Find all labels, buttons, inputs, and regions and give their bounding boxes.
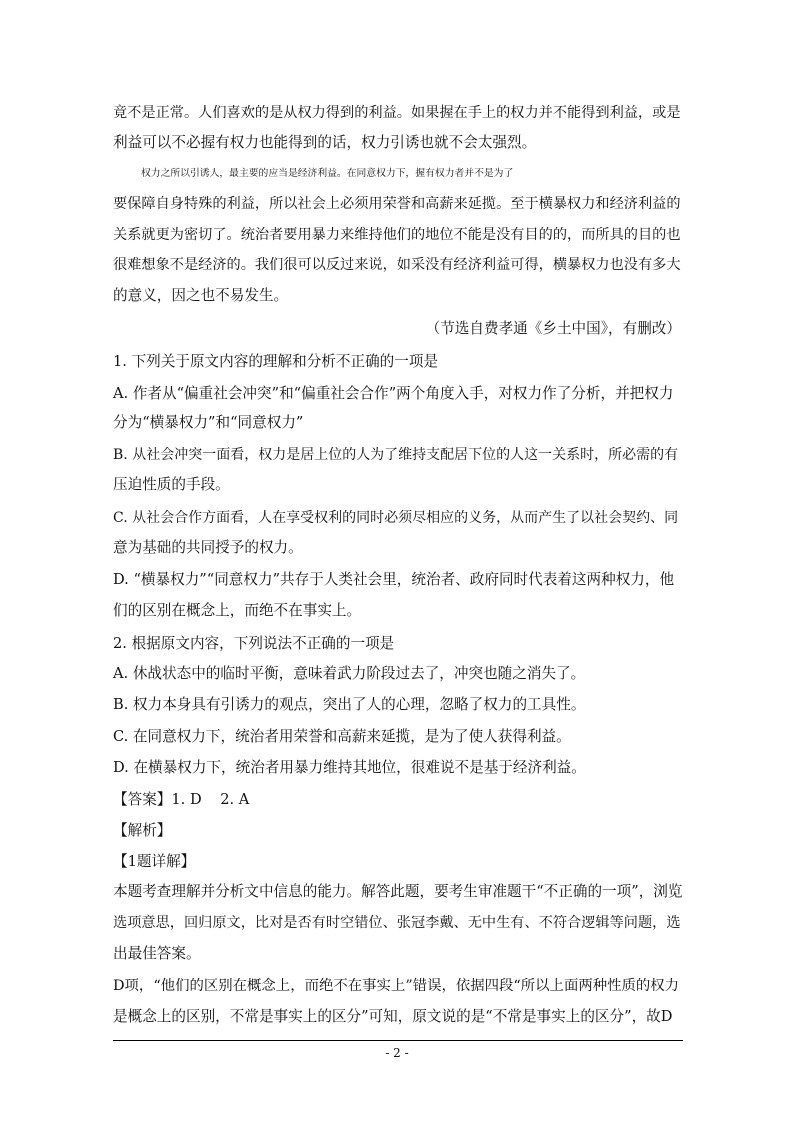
question-1-option-line: 压迫性质的手段。: [113, 476, 230, 493]
question-1-option-line: 分为“横暴权力”和“同意权力”: [113, 414, 304, 431]
question-1-option-line: A. 作者从“偏重社会冲突”和“偏重社会合作”两个角度入手，对权力作了分析，并把权力: [113, 385, 674, 402]
question-2-option-line: A. 休战状态中的临时平衡，意味着武力阶段过去了，冲突也随之消失了。: [113, 665, 586, 682]
detail-heading: 【1题详解】: [113, 853, 196, 870]
question-1-stem: 1. 下列关于原文内容的理解和分析不正确的一项是: [113, 353, 439, 370]
question-2-option-line: D. 在横暴权力下，统治者用暴力维持其地位，很难说不是基于经济利益。: [113, 759, 586, 776]
passage-line: 竟不是正常。人们喜欢的是从权力得到的利益。如果握在手上的权力并不能得到利益，或是: [113, 105, 681, 121]
passage-line: 利益可以不必握有权力也能得到的话，权力引诱也就不会太强烈。: [113, 134, 537, 151]
question-2-stem: 2. 根据原文内容，下列说法不正确的一项是: [113, 635, 395, 652]
page-number: - 2 -: [385, 1046, 409, 1060]
question-1-option-line: B. 从社会冲突一面看，权力是居上位的人为了维持支配居下位的人这一关系时，所必需的有: [113, 447, 679, 463]
analysis-heading: 【解析】: [113, 822, 172, 839]
question-1-option-line: 们的区别在概念上，而绝不在事实上。: [113, 602, 362, 619]
question-2-option-line: C. 在同意权力下，统治者用荣誉和高薪来延揽，是为了使人获得利益。: [113, 728, 571, 745]
detail-line: 选项意思，回归原文，比对是否有时空错位、张冠李戴、无中生有、不符合逻辑等问题，选: [113, 915, 681, 931]
passage-line: 权力之所以引诱人，最主要的应当是经济利益。在同意权力下，握有权力者并不是为了: [141, 168, 514, 179]
question-1-option-line: D. “横暴权力”“同意权力”共存于人类社会里，统治者、政府同时代表着这两种权力，他: [113, 571, 675, 588]
passage-line: 要保障自身特殊的利益，所以社会上必须用荣誉和高薪来延揽。至于横暴权力和经济利益的: [113, 196, 681, 212]
passage-line: 关系就更为密切了。统治者要用暴力来维持他们的地位不能是没有目的的，而所具的目的也: [113, 227, 681, 243]
question-1-option-line: C. 从社会合作方面看，人在享受权利的同时必须尽相应的义务，从而产生了以社会契约、同: [113, 510, 679, 526]
passage-line: 的意义，因之也不易发生。: [113, 287, 289, 304]
detail-line: 出最佳答案。: [113, 945, 201, 962]
answer-line: 【答案】1. D 2. A: [113, 791, 250, 808]
detail-line: 本题考查理解并分析文中信息的能力。解答此题，要考生审准题干“不正确的一项”，浏览: [113, 883, 683, 900]
detail-line: D项，“他们的区别在概念上，而绝不在事实上”错误，依据四段“所以上面两种性质的权力: [113, 978, 680, 994]
passage-line: 很难想象不是经济的。我们很可以反过来说，如采没有经济利益可得，横暴权力也没有多大: [113, 257, 681, 273]
question-2-option-line: B. 权力本身具有引诱力的观点，突出了人的心理，忽略了权力的工具性。: [113, 696, 586, 713]
footer-divider: [113, 1040, 683, 1041]
source-citation: （节选自费孝通《乡土中国》，有删改）: [425, 320, 681, 337]
detail-line: 是概念上的区别，不常是事实上的区分”可知，原文说的是“不常是事实上的区分”，故D: [113, 1008, 673, 1025]
question-1-option-line: 意为基础的共同授予的权力。: [113, 539, 303, 556]
